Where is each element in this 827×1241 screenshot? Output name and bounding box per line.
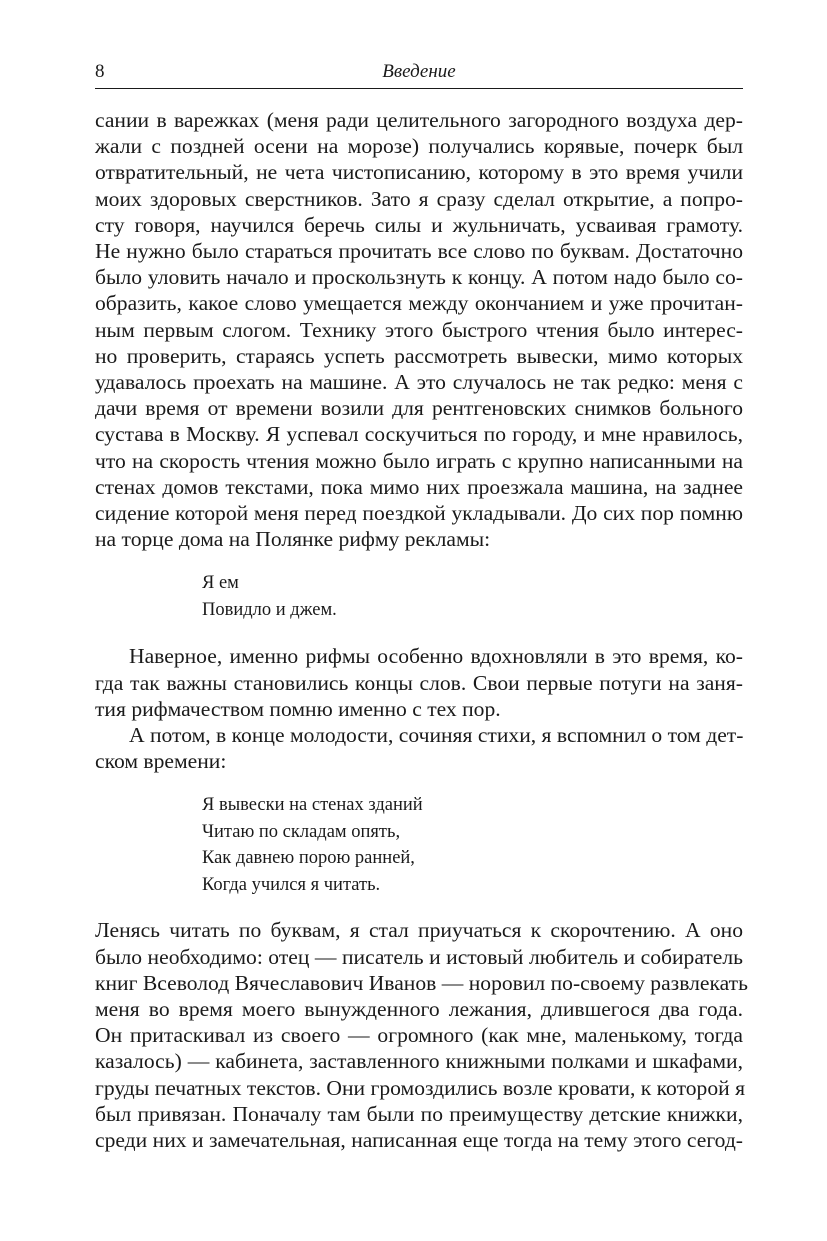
- text-line: на торце дома на Полянке рифму рекламы:: [95, 527, 491, 552]
- verse-line: Как давнею порою ранней,: [202, 848, 415, 869]
- text-line: сту говоря, научился беречь силы и жульничать, усваивая грамоту.: [95, 212, 743, 237]
- text-line: Он притаскивал из своего — огромного (как мне, маленькому, тогда: [95, 1023, 743, 1048]
- text-line: сидение которой меня перед поездкой укладывали. До сих пор помню: [95, 501, 743, 526]
- text-line: было необходимо: отец — писатель и истовый любитель и собиратель: [95, 944, 743, 969]
- text-line: что на скорость чтения можно было играть с крупно написанными на: [95, 448, 743, 473]
- verse-line: Я вывески на стенах зданий: [202, 795, 423, 816]
- text-line: отвратительный, не чета чистописанию, которому в это время учили: [95, 160, 743, 185]
- text-line: жали с поздней осени на морозе) получались корявые, почерк был: [95, 134, 743, 159]
- text-line: Ленясь читать по буквам, я стал приучаться к скорочтению. А оно: [95, 918, 743, 943]
- text-line: стенах домов текстами, пока мимо них проезжала машина, на заднее: [95, 474, 743, 499]
- verse-line: Читаю по складам опять,: [202, 821, 401, 842]
- text-line: среди них и замечательная, написанная еще тогда на тему этого сегод-: [95, 1128, 743, 1153]
- text-line: удавалось проехать на машине. А это случалось не так редко: меня с: [95, 370, 743, 395]
- text-line: было уловить начало и проскользнуть к концу. А потом надо было со-: [95, 265, 743, 290]
- verse-line: Повидло и джем.: [202, 599, 337, 620]
- text-line: ском времени:: [95, 749, 227, 774]
- verse-epigraph: [202, 570, 743, 623]
- paragraph-3: [95, 722, 743, 774]
- paragraph-2: [95, 643, 743, 722]
- text-line: гда так важны становились концы слов. Свои первые потуги на заня-: [95, 670, 743, 695]
- text-line: А потом, в конце молодости, сочиняя стихи, я вспомнил о том дет-: [129, 723, 744, 748]
- text-line: меня во время моего вынужденного лежания, длившегося два года.: [95, 997, 743, 1022]
- text-line: казалось) — кабинета, заставленного книжными полками и шкафами,: [95, 1049, 743, 1074]
- paragraph-4: [95, 917, 748, 1153]
- text-line: тия рифмачеством помню именно с тех пор.: [95, 696, 501, 721]
- text-line: дачи время от времени возили для рентгеновских снимков больного: [95, 396, 743, 421]
- verse-line: Когда учился я читать.: [202, 874, 381, 895]
- paragraph-1: [95, 107, 743, 552]
- text-line: сустава в Москву. Я успевал соскучиться по городу, и мне нравилось,: [95, 422, 743, 447]
- text-line: образить, какое слово умещается между окончанием и уже прочитан-: [95, 291, 743, 316]
- text-line: ным первым слогом. Технику этого быстрого чтения было интерес-: [95, 317, 743, 342]
- page-number: 8: [95, 61, 105, 82]
- verse-line: Я ем: [202, 573, 239, 594]
- text-line: был привязан. Поначалу там были по преимуществу детские книжки,: [95, 1101, 743, 1126]
- text-line: груды печатных текстов. Они громоздились возле кровати, к которой я: [95, 1075, 746, 1100]
- text-line: но проверить, стараясь успеть рассмотреть вывески, мимо которых: [95, 343, 743, 368]
- text-line: книг Всеволод Вячеславович Иванов — норовил по-своему развлекать: [95, 970, 748, 995]
- verse-poem: [202, 792, 743, 898]
- text-line: Не нужно было стараться прочитать все слово по буквам. Достаточно: [95, 239, 743, 264]
- text-line: сании в варежках (меня ради целительного загородного воздуха дер-: [95, 108, 743, 132]
- text-line: моих здоровых сверстников. Зато я сразу сделал открытие, а попро-: [95, 186, 743, 211]
- running-head: Введение: [382, 61, 456, 82]
- page-header: [95, 60, 743, 89]
- text-line: Наверное, именно рифмы особенно вдохновляли в это время, ко-: [129, 644, 743, 669]
- body-text: [95, 107, 748, 1153]
